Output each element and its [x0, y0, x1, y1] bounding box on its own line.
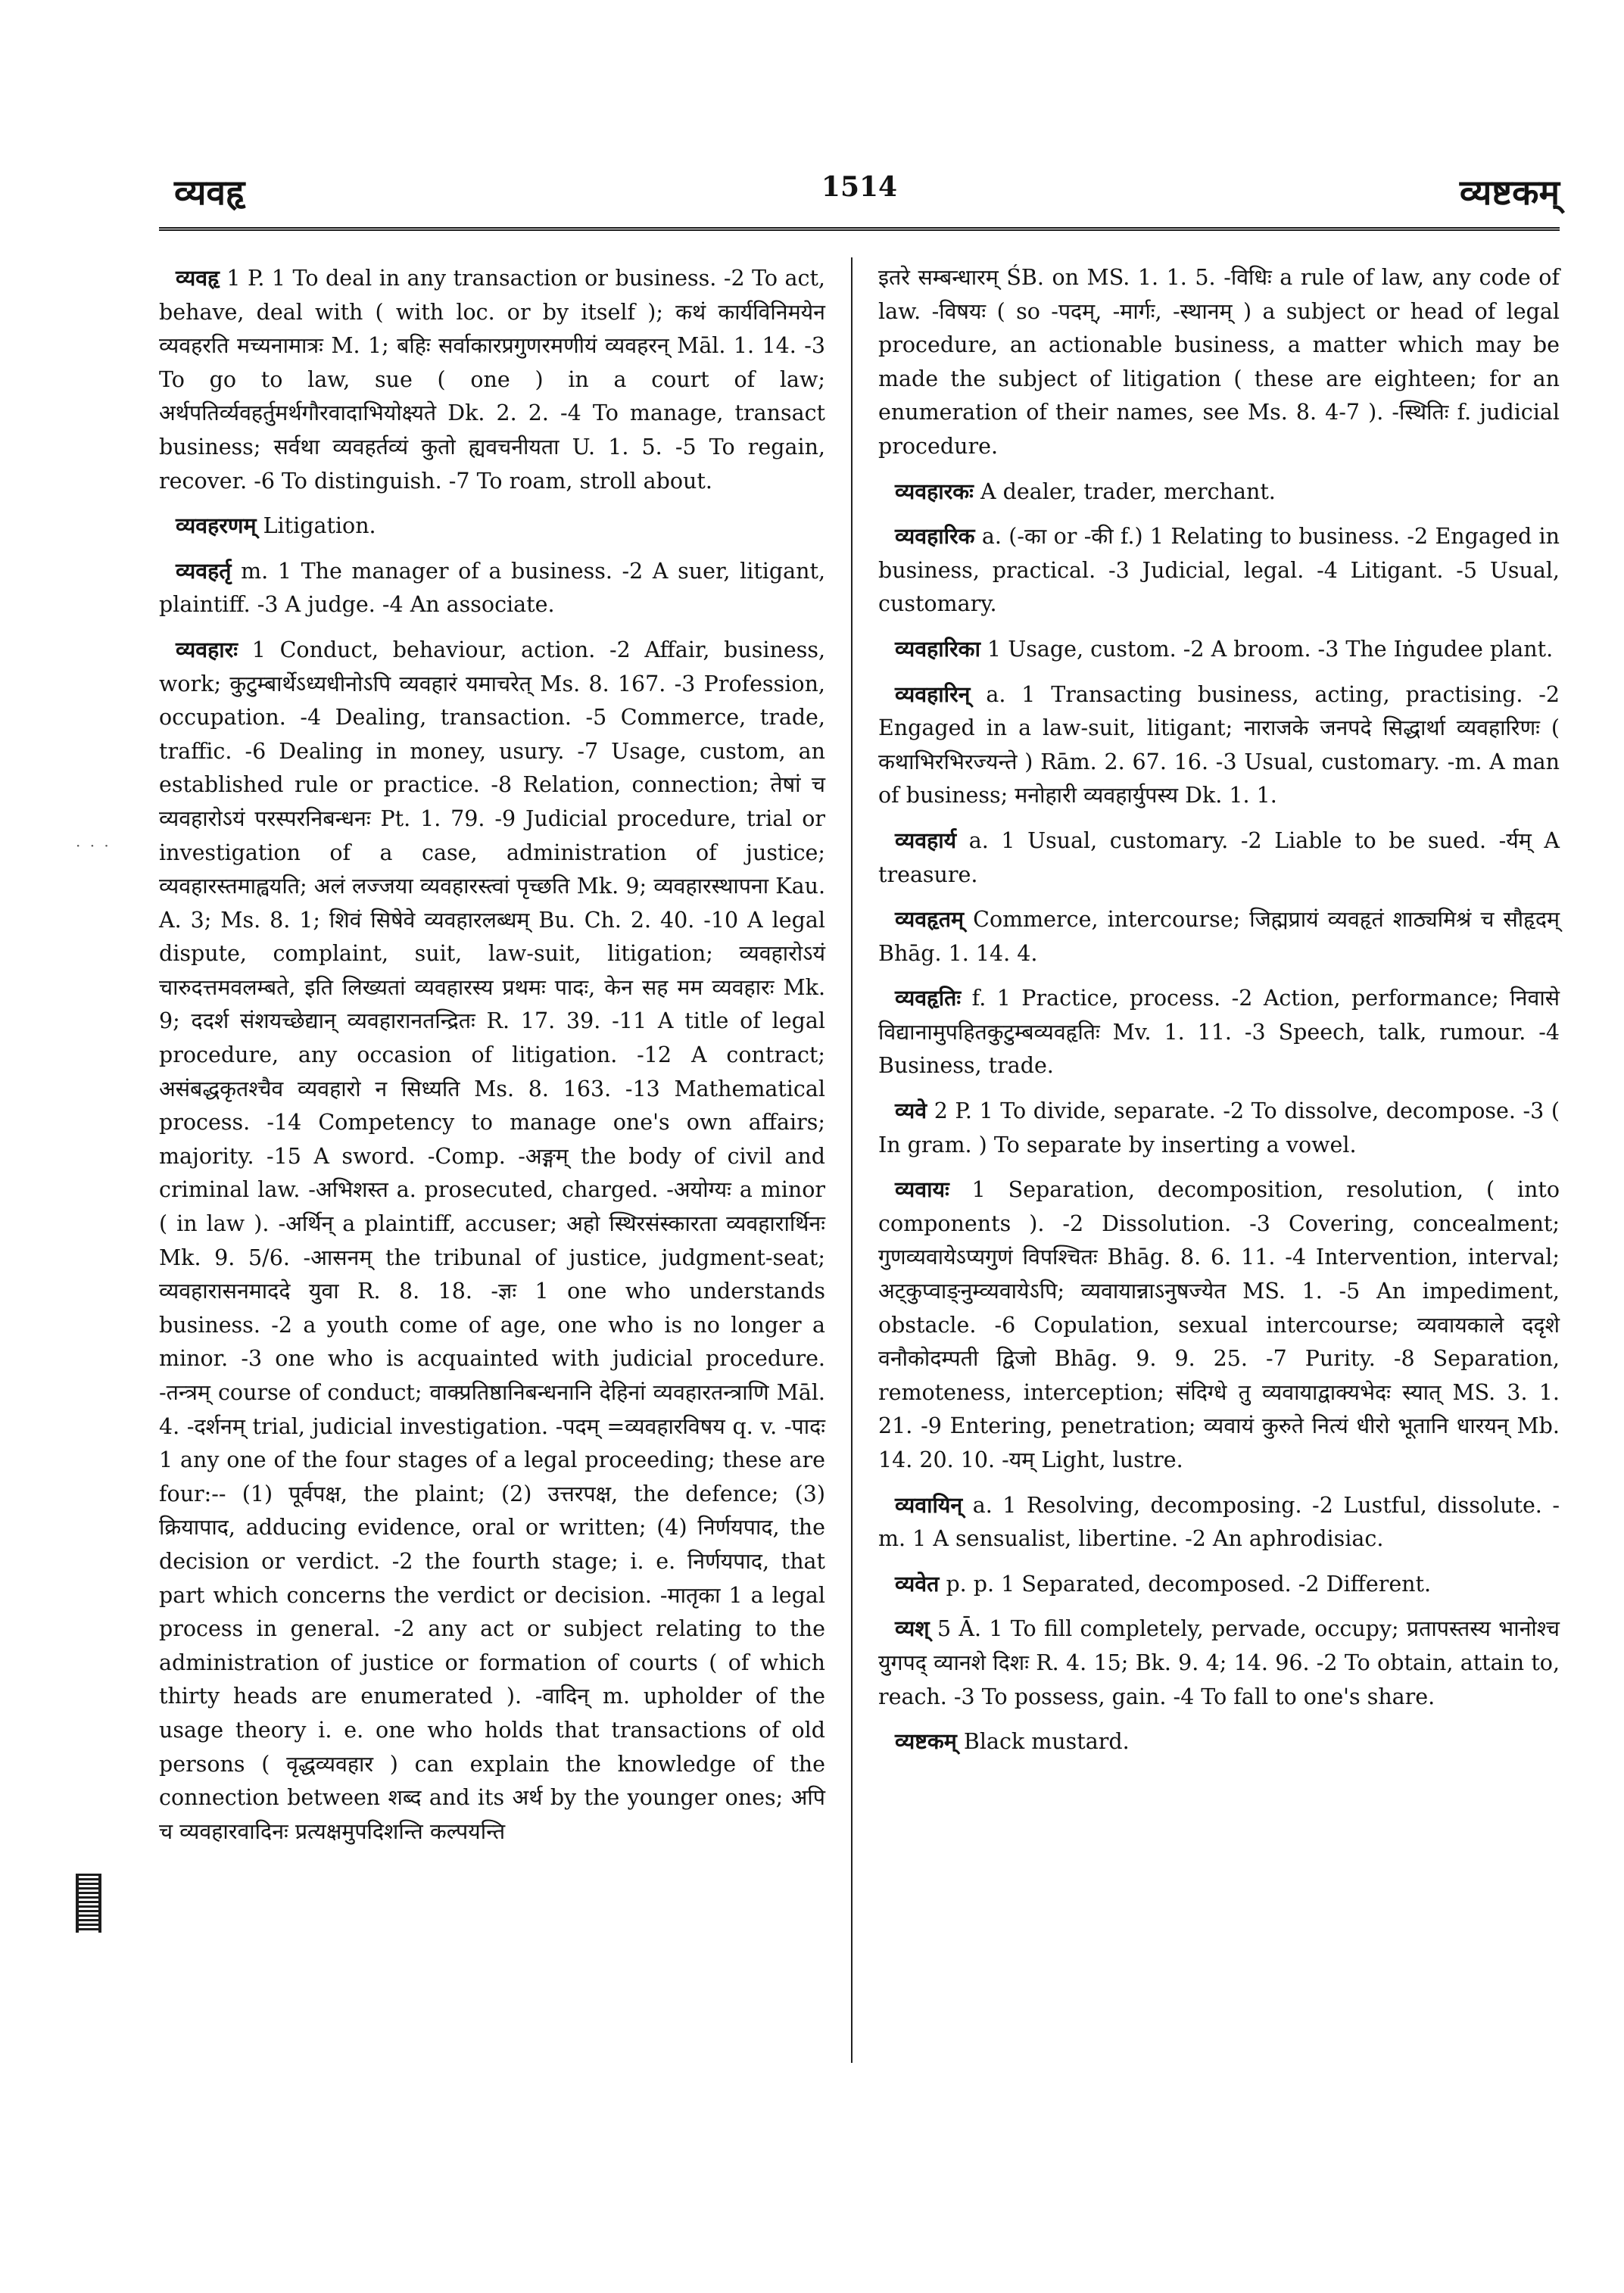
dictionary-entry-continued — [878, 261, 1560, 464]
entry-definition: f. 1 Practice, process. -2 Action, performance; निवासे विद्यानामुपहितकुटुम्बव्यवहृतिः Mv. 1. 11. -3 Speech, talk, rumour. -4 Business, trade. — [878, 986, 1560, 1079]
entry-headword: व्यवेत — [895, 1570, 940, 1597]
entry-headword: व्यवहारिन् — [895, 681, 971, 707]
scan-artifact: · · · — [76, 837, 111, 855]
entry-definition: 1 Separation, decomposition, resolution, ( into components ). -2 Dissolution. -3 Covering, concealment; गुणव्यवायेऽप्यगुणं विपश्चितः Bhāg. 8. 6. 11. -4 Intervention, interval; अट्कुप्वाङ्नुम्व्यवायेऽपि; व्यवायान्नाऽनुषज्येत MS. 1. -5 An impediment, obstacle. -6 Copulation, sexual intercourse; व्यवायकाले ददृशे वनौकोदम्पती द्विजो Bhāg. 9. 9. 25. -7 Purity. -8 Separation, remoteness, interception; संदिग्धे तु व्यवायाद्वाक्यभेदः स्यात् MS. 3. 1. 21. -9 Entering, penetration; व्यवायं कुरुते नित्यं धीरो भूतानि धारयन् Mb. 14. 20. 10. -यम् Light, lustre. — [878, 1177, 1560, 1472]
header-rule — [159, 227, 1560, 231]
entry-definition: Black mustard. — [963, 1729, 1130, 1755]
right-column — [878, 261, 1560, 1770]
dictionary-entry — [159, 261, 825, 498]
entry-definition: 5 Ā. 1 To fill completely, pervade, occupy; प्रतापस्तस्य भानोश्च युगपद् व्यानशे दिशः R. 4. 15; Bk. 9. 4; 14. 96. -2 To obtain, attain to, reach. -3 To possess, gain. -4 To fall to one's share. — [878, 1616, 1560, 1709]
dictionary-entry — [878, 1173, 1560, 1477]
dictionary-entry — [878, 1612, 1560, 1714]
header-left-guideword: व्यवहृ — [174, 172, 245, 213]
dictionary-entry — [878, 1567, 1560, 1602]
entry-definition: a. (-का or -की f.) 1 Relating to business. -2 Engaged in business, practical. -3 Judicial, legal. -4 Litigant. -5 Usual, customary. — [878, 524, 1560, 617]
entry-headword: व्यवायः — [895, 1176, 949, 1203]
dictionary-entry — [878, 475, 1560, 509]
page-header — [159, 159, 1560, 220]
entry-definition: 1 P. 1 To deal in any transaction or business. -2 To act, behave, deal with ( with loc. or by itself ); कथं कार्यविनिमयेन व्यवहरति मच्यनामात्रः M. 1; बहिः सर्वाकारप्रगुणरमणीयं व्यवहरन् Māl. 1. 14. -3 To go to law, sue ( one ) in a court of law; अर्थपतिर्व्यवहर्तुमर्थगौरवादाभियोक्ष्यते Dk. 2. 2. -4 To manage, transact business; सर्वथा व्यवहर्तव्यं कुतो ह्यवचनीयता U. 1. 5. -5 To regain, recover. -6 To distinguish. -7 To roam, stroll about. — [159, 266, 825, 494]
entry-definition: p. p. 1 Separated, decomposed. -2 Different. — [946, 1571, 1432, 1597]
entry-definition: Commerce, intercourse; जिह्मप्रायं व्यवहृतं शाठ्यमिश्रं च सौहृदम् Bhāg. 1. 14. 4. — [878, 907, 1560, 966]
entry-headword: व्यवहारिका — [895, 635, 980, 662]
entry-headword: व्यवायिन् — [895, 1491, 963, 1518]
dictionary-entry — [878, 519, 1560, 622]
entry-definition: a. 1 Usual, customary. -2 Liable to be sued. -र्यम् A treasure. — [878, 827, 1560, 887]
dictionary-entry — [878, 632, 1560, 667]
entry-definition: a. 1 Resolving, decomposing. -2 Lustful, dissolute. -m. 1 A sensualist, libertine. -2 An aphrodisiac. — [878, 1492, 1560, 1552]
left-column — [159, 261, 825, 1859]
entry-definition: m. 1 The manager of a business. -2 A suer, litigant, plaintiff. -3 A judge. -4 An associate. — [159, 558, 826, 618]
entry-definition: A dealer, trader, merchant. — [980, 478, 1276, 504]
entry-headword: व्यवहरणम् — [176, 512, 257, 539]
entry-headword: व्यवहृतिः — [895, 985, 962, 1011]
entry-definition: Litigation. — [263, 513, 376, 539]
entry-definition: 1 Conduct, behaviour, action. -2 Affair, business, work; कुटुम्बार्थेऽध्यधीनोऽपि व्यवहारं यमाचरेत् Ms. 8. 167. -3 Profession, occupation. -4 Dealing, transaction. -5 Commerce, trade, traffic. -6 Dealing in money, usury. -7 Usage, custom, an established rule or practice. -8 Relation, connection; तेषां च व्यवहारोऽयं परस्परनिबन्धनः Pt. 1. 79. -9 Judicial procedure, trial or investigation of a case, administration of justice; व्यवहारस्तमाह्वयति; अलं लज्जया व्यवहारस्त्वां पृच्छति Mk. 9; व्यवहारस्थापना Kau. A. 3; Ms. 8. 1; शिवं सिषेवे व्यवहारलब्धम् Bu. Ch. 2. 40. -10 A legal dispute, complaint, suit, law-suit, litigation; व्यवहारोऽयं चारुदत्तमवलम्बते, इति लिख्यतां व्यवहारस्य प्रथमः पादः, केन सह मम व्यवहारः Mk. 9; ददर्श संशयच्छेद्यान् व्यवहारानतन्द्रितः R. 17. 39. -11 A title of legal procedure, any occasion of litigation. -12 A contract; असंबद्धकृतश्चैव व्यवहारो न सिध्यति Ms. 8. 163. -13 Mathematical process. -14 Competency to manage one's own affairs; majority. -15 A sword. -Comp. -अङ्गम् the body of civil and criminal law. -अभिशस्त a. prosecuted, charged. -अयोग्यः a minor ( in law ). -अर्थिन् a plaintiff, accuser; अहो स्थिरसंस्कारता व्यवहारार्थिनः Mk. 9. 5/6. -आसनम् the tribunal of justice, judgment-seat; व्यवहारासनमाददे युवा R. 8. 18. -ज्ञः 1 one who understands business. -2 a youth come of age, one who is no longer a minor. -3 one who is acquainted with judicial procedure. -तन्त्रम् course of conduct; वाक्प्रतिष्ठानिबन्धनानि देहिनां व्यवहारतन्त्राणि Māl. 4. -दर्शनम् trial, judicial investigation. -पदम् =व्यवहारविषय q. v. -पादः 1 any one of the four stages of a legal proceeding; these are four:-- (1) पूर्वपक्ष, the plaint; (2) उत्तरपक्ष, the defence; (3) क्रियापाद, adducing evidence, oral or written; (4) निर्णयपाद, the decision or verdict. -2 the fourth stage; i. e. निर्णयपाद, that part which concerns the verdict or decision. -मातृका 1 a legal process in general. -2 any act or subject relating to the administration of justice or formation of courts ( of which thirty heads are enumerated ). -वादिन् m. upholder of the usage theory i. e. one who holds that transactions of old persons ( वृद्धव्यवहार ) can explain the knowledge of the connection between शब्द and its अर्थ by the younger ones; अपि च व्यवहारवादिनः प्रत्यक्षमुपदिशन्ति कल्पयन्ति — [159, 637, 826, 1844]
dictionary-entry — [878, 1724, 1560, 1759]
entry-headword: व्यवहृतम् — [895, 906, 965, 933]
dictionary-entry — [878, 678, 1560, 813]
entry-headword: व्यवहृ — [176, 265, 220, 291]
dictionary-entry — [878, 1094, 1560, 1162]
dictionary-entry — [878, 1488, 1560, 1556]
entry-headword: व्यवहारकः — [895, 478, 974, 504]
entry-definition: 1 Usage, custom. -2 A broom. -3 The Iṅgudee plant. — [987, 636, 1554, 662]
column-divider — [851, 257, 853, 2063]
dictionary-entry — [159, 554, 825, 622]
entry-headword: व्यवहार्य — [895, 827, 957, 853]
entry-headword: व्यवहर्तृ — [176, 557, 232, 584]
entry-headword: व्यवहारः — [176, 636, 238, 662]
dictionary-entry — [878, 824, 1560, 892]
entry-definition: इतरे सम्बन्धारम् ŚB. on MS. 1. 1. 5. -विधिः a rule of law, any code of law. -विषयः ( so -पदम्, -मार्गः, -स्थानम् ) a subject or head of legal procedure, an actionable business, a matter which may be made the subject of litigation ( these are eighteen; for an enumeration of their names, see Ms. 8. 4-7 ). -स्थितिः f. judicial procedure. — [878, 265, 1560, 459]
dictionary-entry — [159, 633, 825, 1849]
entry-headword: व्यष्टकम् — [895, 1728, 957, 1755]
entry-headword: व्यवहारिक — [895, 523, 975, 550]
entry-definition: a. 1 Transacting business, acting, practising. -2 Engaged in a law-suit, litigant; नाराजके जनपदे सिद्धार्था व्यवहारिणः ( कथाभिरभिरज्यन्ते ) Rām. 2. 67. 16. -3 Usual, customary. -m. A man of business; मनोहारी व्यवहार्युपस्य Dk. 1. 1. — [878, 681, 1560, 808]
entry-definition: 2 P. 1 To divide, separate. -2 To dissolve, decompose. -3 ( In gram. ) To separate by inserting a vowel. — [878, 1098, 1560, 1157]
header-right-guideword: व्यष्टकम् — [1459, 172, 1560, 213]
dictionary-entry — [159, 509, 825, 544]
page-number: 1514 — [821, 171, 898, 203]
dictionary-entry — [878, 902, 1560, 970]
thumb-index-mark — [76, 1874, 101, 1933]
dictionary-entry — [878, 981, 1560, 1083]
entry-headword: व्यश् — [895, 1615, 930, 1642]
entry-headword: व्यवे — [895, 1098, 927, 1124]
